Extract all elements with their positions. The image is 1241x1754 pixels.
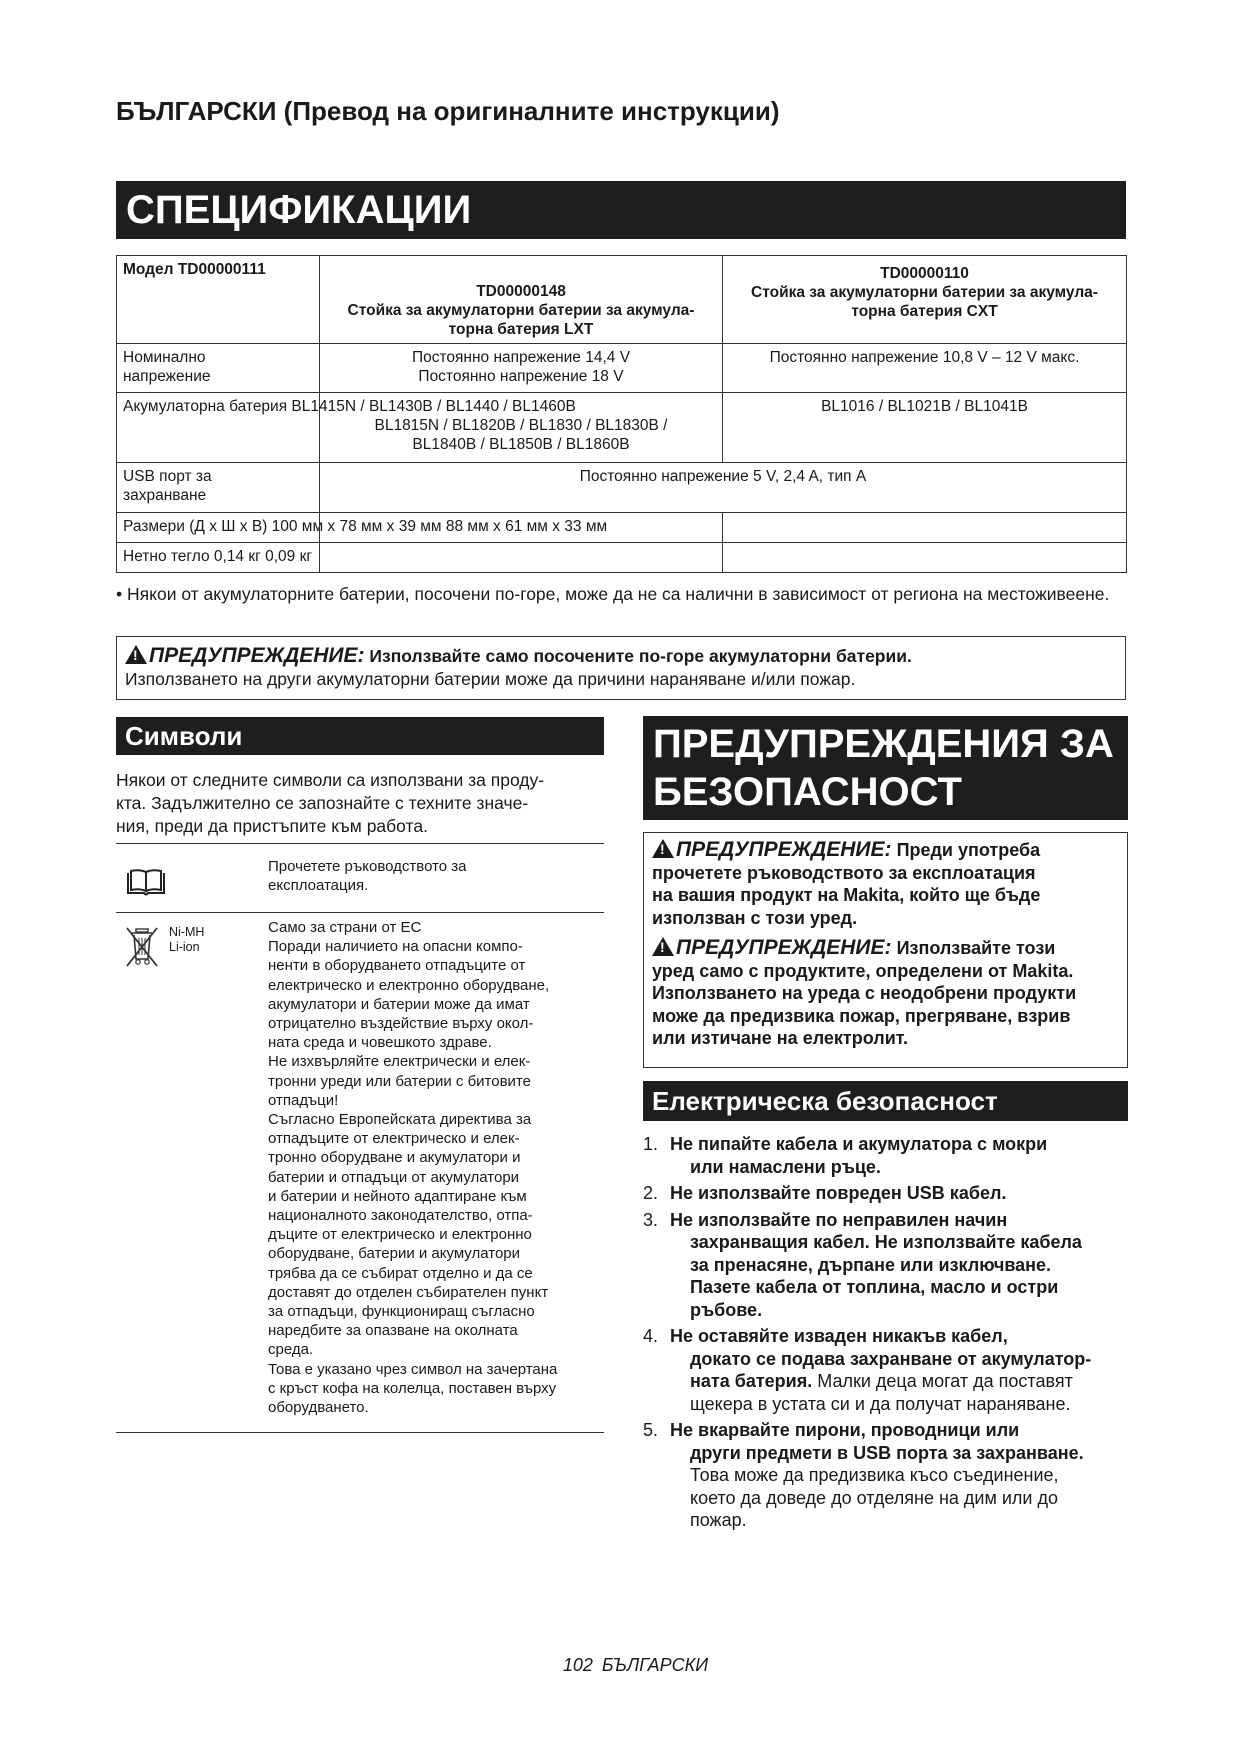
table-cell	[723, 543, 1127, 573]
item-normal-text: Малки деца могат да поставят	[817, 1371, 1073, 1391]
text-line: батерии и отпадъци от акумулатори	[268, 1168, 520, 1186]
item-bold-text: ръбове.	[690, 1299, 763, 1320]
cell-line: BL1815N / BL1820B / BL1830 / BL1830B /	[374, 417, 668, 434]
item-bold-text: Не използвайте повреден USB кабел.	[670, 1183, 1007, 1203]
cell-line: торна батерия CXT	[851, 303, 998, 320]
symbols-intro	[116, 769, 606, 838]
item-normal-line: което да доведе до отделяне на дим или до	[690, 1487, 1058, 1508]
item-bold-line	[670, 1182, 1138, 1205]
column-divider	[319, 513, 320, 542]
cell-line: напрежение	[123, 368, 211, 385]
cell-line: TD00000110	[880, 265, 969, 282]
item-bold-line	[670, 1254, 1138, 1277]
cell-line: Постоянно напрежение 14,4 V	[411, 349, 631, 366]
battery-type-labels	[169, 925, 204, 955]
item-bold-text: захранващия кабел. Не използвайте кабела	[690, 1232, 1082, 1252]
table-row	[117, 256, 1127, 344]
warning-text: може да предизвика пожар, прегряване, взрив	[652, 1005, 1071, 1026]
text-line: Съгласно Европейската директива за	[268, 1111, 532, 1129]
item-normal-line: Това може да предизвика късо съединение,	[690, 1465, 1059, 1485]
item-bold-text: докато се подава захранване от акумулатор-	[690, 1348, 1092, 1369]
cell-line: торна батерия LXT	[448, 321, 594, 338]
table-row	[117, 344, 1127, 393]
text-line: оборудване, батерии и акумулатори	[268, 1245, 521, 1263]
safety-warnings-heading	[643, 716, 1128, 820]
text-line: електрическо и електронно оборудване,	[268, 976, 550, 994]
text-line: отрицателно въздействие върху окол-	[268, 1015, 534, 1033]
battery-availability-note: • Някои от акумулаторните батерии, посочени по-горе, може да не са налични в зависимост от региона на местоживеене.	[116, 584, 1110, 604]
table-cell	[320, 256, 723, 344]
table-cell	[723, 256, 1127, 344]
list-item	[643, 1209, 1138, 1322]
warning-paragraph	[652, 937, 1119, 1050]
symbols-divider	[116, 912, 604, 913]
page-title: БЪЛГАРСКИ (Превод на оригиналните инструкции)	[116, 96, 780, 126]
general-warnings-box	[643, 832, 1128, 1068]
table-cell: Постоянно напрежение 5 V, 2,4 A, тип A	[320, 463, 1127, 513]
table-row	[117, 463, 1127, 513]
symbols-divider	[116, 1432, 604, 1433]
text-line: Не изхвърляйте електрически и елек-	[268, 1053, 531, 1071]
list-item	[643, 1182, 1138, 1205]
warning-icon	[652, 937, 674, 956]
item-normal-line: щекера в устата си и да получат нараняване.	[690, 1393, 1071, 1414]
warning-label: ПРЕДУПРЕЖДЕНИЕ:	[676, 838, 892, 861]
cell-line: BL1840B / BL1850B / BL1860B	[412, 436, 630, 453]
warning-paragraph	[652, 839, 1119, 929]
symbols-heading: Символи	[116, 717, 604, 755]
intro-line: ния, преди да пристъпите към работа.	[116, 816, 428, 836]
table-cell	[723, 513, 1127, 543]
warning-text: или изтичане на електролит.	[652, 1028, 909, 1048]
warning-text: прочетете ръководството за експлоатация	[652, 862, 1036, 883]
text-line: дъците от електрическо и електронно	[268, 1226, 532, 1244]
item-number: 1.	[643, 1134, 659, 1154]
electrical-safety-list	[643, 1133, 1138, 1536]
table-cell	[723, 344, 1127, 393]
list-item	[643, 1419, 1138, 1532]
cell-line: Номинално	[123, 349, 206, 366]
book-icon	[126, 869, 166, 904]
table-cell: Модел TD00000111	[117, 256, 320, 344]
warning-line	[125, 644, 1117, 668]
warning-text: Използването на уреда с неодобрени продукти	[652, 983, 1077, 1003]
warning-text: Преди употреба	[896, 840, 1041, 860]
text-line: доставят до отделен събирателен пункт	[268, 1283, 549, 1301]
list-item	[643, 1325, 1138, 1415]
item-number: 3.	[643, 1209, 659, 1230]
cell-line: TD00000148	[476, 283, 566, 300]
cell-line: захранване	[123, 487, 207, 504]
warning-text: на вашия продукт на Makita, който ще бъде	[652, 885, 1041, 905]
table-cell	[117, 513, 723, 543]
cell-line: Стойка за акумулаторни батерии за акумула-	[751, 284, 1098, 301]
electrical-safety-heading: Електрическа безопасност	[643, 1081, 1128, 1121]
text-line: среда.	[268, 1341, 314, 1359]
text-line: акумулатори и батерии може да имат	[268, 995, 530, 1013]
cell-line: Постоянно напрежение 18 V	[418, 368, 624, 385]
specifications-table	[116, 255, 1127, 573]
cell-line: Постоянно напрежение 10,8 V – 12 V макс.	[769, 349, 1080, 366]
item-bold-text: или намаслени ръце.	[690, 1156, 881, 1177]
item-bold-line	[670, 1231, 1138, 1254]
symbols-divider	[116, 843, 604, 844]
warning-text: използван с този уред.	[652, 907, 858, 928]
item-bold-text: други предмети в USB порта за захранване.	[690, 1442, 1084, 1463]
item-bold-text: Не оставяйте изваден никакъв кабел,	[670, 1326, 1008, 1346]
item-bold-line	[670, 1209, 1138, 1232]
text-line: Прочетете ръководството за	[268, 858, 467, 875]
table-cell	[723, 393, 1127, 463]
cell-line: USB порт за	[123, 468, 212, 485]
intro-line: кта. Задължително се запознайте с техните значе-	[116, 793, 529, 813]
text-line: с кръст кофа на колелца, поставен върху	[268, 1379, 557, 1397]
item-number: 4.	[643, 1326, 659, 1346]
warning-bold-text: Използвайте само посочените по-горе акумулаторни батерии.	[369, 646, 912, 666]
weee-description	[268, 918, 608, 1417]
table-row	[117, 513, 1127, 543]
table-cell	[320, 344, 723, 393]
item-bold-line	[670, 1419, 1138, 1442]
item-bold-line	[670, 1442, 1138, 1465]
text-line: тронно оборудване и акумулатори и	[268, 1149, 521, 1167]
cell-line: BL1016 / BL1021B / BL1041B	[821, 398, 1028, 415]
list-item	[643, 1133, 1138, 1178]
heading-line: ПРЕДУПРЕЖДЕНИЯ ЗА	[653, 722, 1114, 766]
item-bold-text: Не използвайте по неправилен начин	[670, 1209, 1008, 1230]
footer-language: БЪЛГАРСКИ	[601, 1655, 709, 1675]
symbol-description	[268, 857, 608, 895]
text-line: Само за страни от ЕС	[268, 919, 422, 936]
text-line: отпадъците от електрическо и елек-	[268, 1130, 520, 1148]
item-bold-line	[670, 1276, 1138, 1299]
battery-warning-box	[116, 636, 1126, 700]
item-bold-line	[670, 1325, 1138, 1348]
item-bold-line	[670, 1133, 1138, 1156]
text-line: оборудването.	[268, 1399, 369, 1417]
warning-text: Използвайте този	[896, 938, 1056, 958]
text-line: и батерии и нейното адаптиране към	[268, 1187, 527, 1205]
item-normal-line: пожар.	[690, 1510, 747, 1530]
item-bold-line	[670, 1370, 1138, 1393]
item-number: 5.	[643, 1420, 659, 1440]
item-bold-text: Пазете кабела от топлина, масло и остри	[690, 1277, 1059, 1297]
heading-line: БЕЗОПАСНОСТ	[653, 770, 962, 814]
label-li-ion: Li-ion	[169, 940, 200, 954]
table-row	[117, 393, 1127, 463]
cell-line: Размери (Д х Ш х В) 100 мм x 78 мм x 39 мм 88 мм x 61 мм x 33 мм	[123, 518, 608, 535]
text-line: Поради наличието на опасни компо-	[268, 938, 523, 956]
item-bold-text: Не пипайте кабела и акумулатора с мокри	[670, 1134, 1048, 1154]
table-cell	[117, 463, 320, 513]
warning-label: ПРЕДУПРЕЖДЕНИЕ:	[149, 644, 365, 667]
text-line: наредбите за опазване на околната	[268, 1322, 518, 1340]
item-number: 2.	[643, 1183, 659, 1203]
text-line: тронни уреди или батерии с битовите	[268, 1072, 531, 1090]
page-number: 102	[562, 1655, 593, 1675]
text-line: за отпадъци, функциониращ съгласно	[268, 1303, 535, 1321]
text-line: националното законодателство, отпа-	[268, 1207, 533, 1225]
cell-line: Нетно тегло 0,14 кг 0,09 кг	[123, 548, 313, 565]
warning-icon	[652, 839, 674, 858]
text-line: ната среда и човешкото здраве.	[268, 1034, 492, 1052]
text-line: трябва да се събират отделно и да се	[268, 1264, 533, 1282]
cell-line: Акумулаторна батерия BL1415N / BL1430B / BL1440 / BL1460B	[123, 398, 576, 415]
crossed-bin-icon	[124, 925, 164, 974]
specifications-heading: СПЕЦИФИКАЦИИ	[116, 181, 1126, 239]
intro-line: Някои от следните символи са използвани за проду-	[116, 770, 545, 790]
table-cell	[117, 393, 723, 463]
column-divider	[319, 543, 320, 572]
table-cell	[117, 344, 320, 393]
page-footer	[0, 1655, 1241, 1676]
warning-label: ПРЕДУПРЕЖДЕНИЕ:	[676, 936, 892, 959]
label-ni-mh: Ni-MH	[169, 925, 205, 939]
item-bold-text: Не вкарвайте пирони, проводници или	[670, 1420, 1020, 1440]
text-line: ненти в оборудването отпадъците от	[268, 957, 526, 975]
table-cell	[117, 543, 723, 573]
warning-text: уред само с продуктите, определени от Makita.	[652, 960, 1074, 981]
warning-text: Използването на други акумулаторни батерии може да причини нараняване и/или пожар.	[125, 669, 856, 689]
item-bold-text: за пренасяне, дърпане или изключване.	[690, 1254, 1052, 1275]
text-line: експлоатация.	[268, 877, 369, 895]
table-row	[117, 543, 1127, 573]
text-line: Това е указано чрез символ на зачертана	[268, 1360, 558, 1378]
warning-icon	[125, 645, 147, 664]
text-line: отпадъци!	[268, 1091, 339, 1109]
item-bold-line	[670, 1348, 1138, 1371]
item-bold-line	[670, 1299, 1138, 1322]
item-bold-text: ната батерия.	[690, 1371, 813, 1391]
cell-line: Стойка за акумулаторни батерии за акумула-	[347, 302, 695, 319]
item-bold-line	[670, 1156, 1138, 1179]
